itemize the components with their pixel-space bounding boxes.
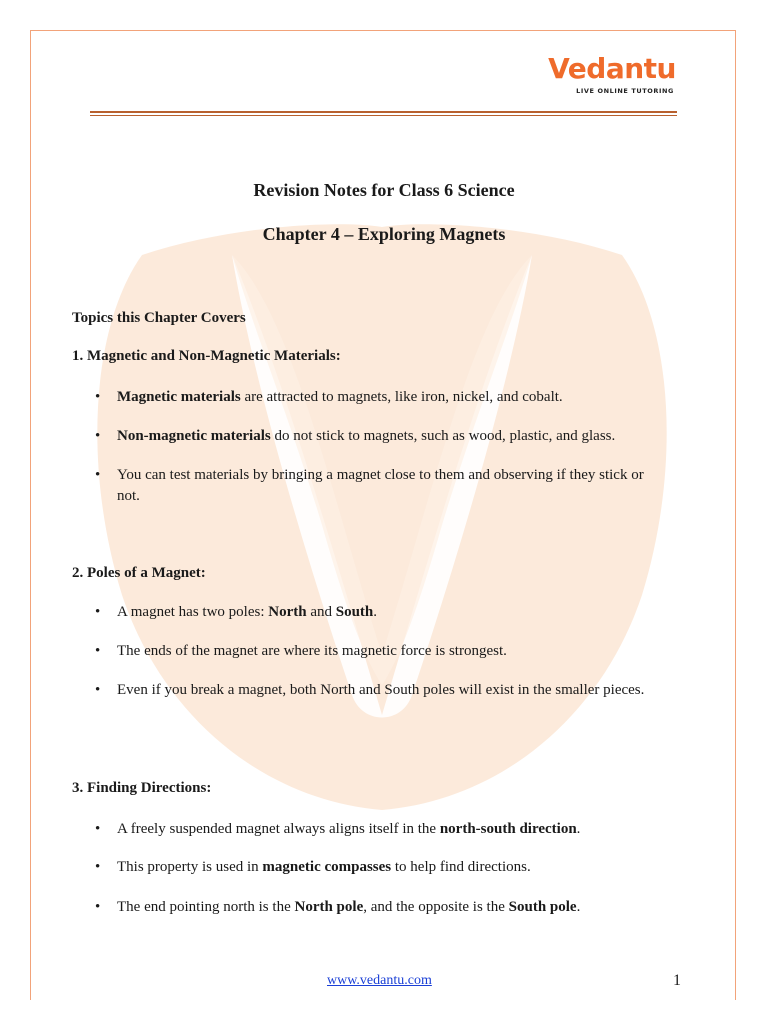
bullet-icon: •	[95, 389, 101, 405]
page-number: 1	[673, 972, 681, 989]
list-item	[95, 426, 670, 447]
bold-term: north-south direction	[439, 821, 577, 837]
bullet-icon: •	[95, 859, 101, 875]
text-run: .	[373, 604, 378, 620]
bullet-icon: •	[95, 821, 101, 837]
chapter-title: Chapter 4 – Exploring Magnets	[262, 224, 506, 244]
list-item-text	[117, 602, 670, 623]
section-heading: 2. Poles of a Magnet:	[72, 565, 206, 581]
list-item	[95, 602, 670, 623]
section-heading: 1. Magnetic and Non-Magnetic Materials:	[72, 348, 341, 364]
bullet-icon: •	[95, 467, 101, 483]
list-item-text	[117, 680, 670, 701]
website-link[interactable]: www.vedantu.com	[327, 973, 432, 988]
text-run: This property is used in	[117, 859, 263, 875]
list-item-text	[117, 387, 670, 408]
text-run: A magnet has two poles:	[117, 604, 269, 620]
text-run: You can test materials by bringing a magnet close to them and observing if they stick or not.	[117, 467, 644, 504]
text-run: to help find directions.	[391, 859, 531, 875]
text-run: do not stick to magnets, such as wood, plastic, and glass.	[270, 428, 616, 444]
logo-wordmark: Vedantu	[548, 52, 676, 85]
list-item-text	[117, 465, 670, 507]
list-item-text	[117, 897, 670, 918]
list-item	[95, 819, 670, 840]
bold-term: South	[335, 604, 374, 620]
list-item-text	[117, 426, 670, 447]
bold-term: North	[268, 604, 307, 620]
bold-term: Magnetic materials	[117, 389, 241, 405]
text-run: A freely suspended magnet always aligns itself in the	[117, 821, 440, 837]
vedantu-logo	[546, 52, 676, 96]
section-heading: 3. Finding Directions:	[72, 780, 212, 796]
list-item	[95, 387, 670, 408]
bold-term: North pole	[294, 899, 364, 915]
bold-term: Non-magnetic materials	[117, 428, 271, 444]
list-item-text	[117, 819, 670, 840]
text-run: .	[576, 899, 581, 915]
text-run: are attracted to magnets, like iron, nickel, and cobalt.	[240, 389, 563, 405]
list-item	[95, 641, 670, 662]
vedantu-watermark-logo	[82, 215, 682, 815]
bold-term: magnetic compasses	[262, 859, 392, 875]
list-item-text	[117, 857, 670, 878]
bullet-icon: •	[95, 428, 101, 444]
logo-tagline: LIVE ONLINE TUTORING	[576, 87, 674, 95]
text-run: Even if you break a magnet, both North and South poles will exist in the smaller pieces.	[117, 682, 645, 698]
list-item	[95, 680, 670, 701]
bullet-icon: •	[95, 899, 101, 915]
list-item	[95, 897, 670, 918]
list-item-text	[117, 641, 670, 662]
topics-heading: Topics this Chapter Covers	[72, 310, 246, 326]
list-item	[95, 465, 670, 507]
document-title: Revision Notes for Class 6 Science	[253, 180, 515, 200]
header-rule-thin	[90, 115, 677, 116]
bullet-icon: •	[95, 643, 101, 659]
text-run: , and the opposite is the	[363, 899, 509, 915]
bold-term: South pole	[508, 899, 577, 915]
bullet-icon: •	[95, 682, 101, 698]
header-rule-thick	[90, 111, 677, 113]
list-item	[95, 857, 670, 878]
text-run: .	[576, 821, 581, 837]
text-run: The end pointing north is the	[117, 899, 295, 915]
text-run: The ends of the magnet are where its magnetic force is strongest.	[117, 643, 507, 659]
text-run: and	[306, 604, 336, 620]
bullet-icon: •	[95, 604, 101, 620]
